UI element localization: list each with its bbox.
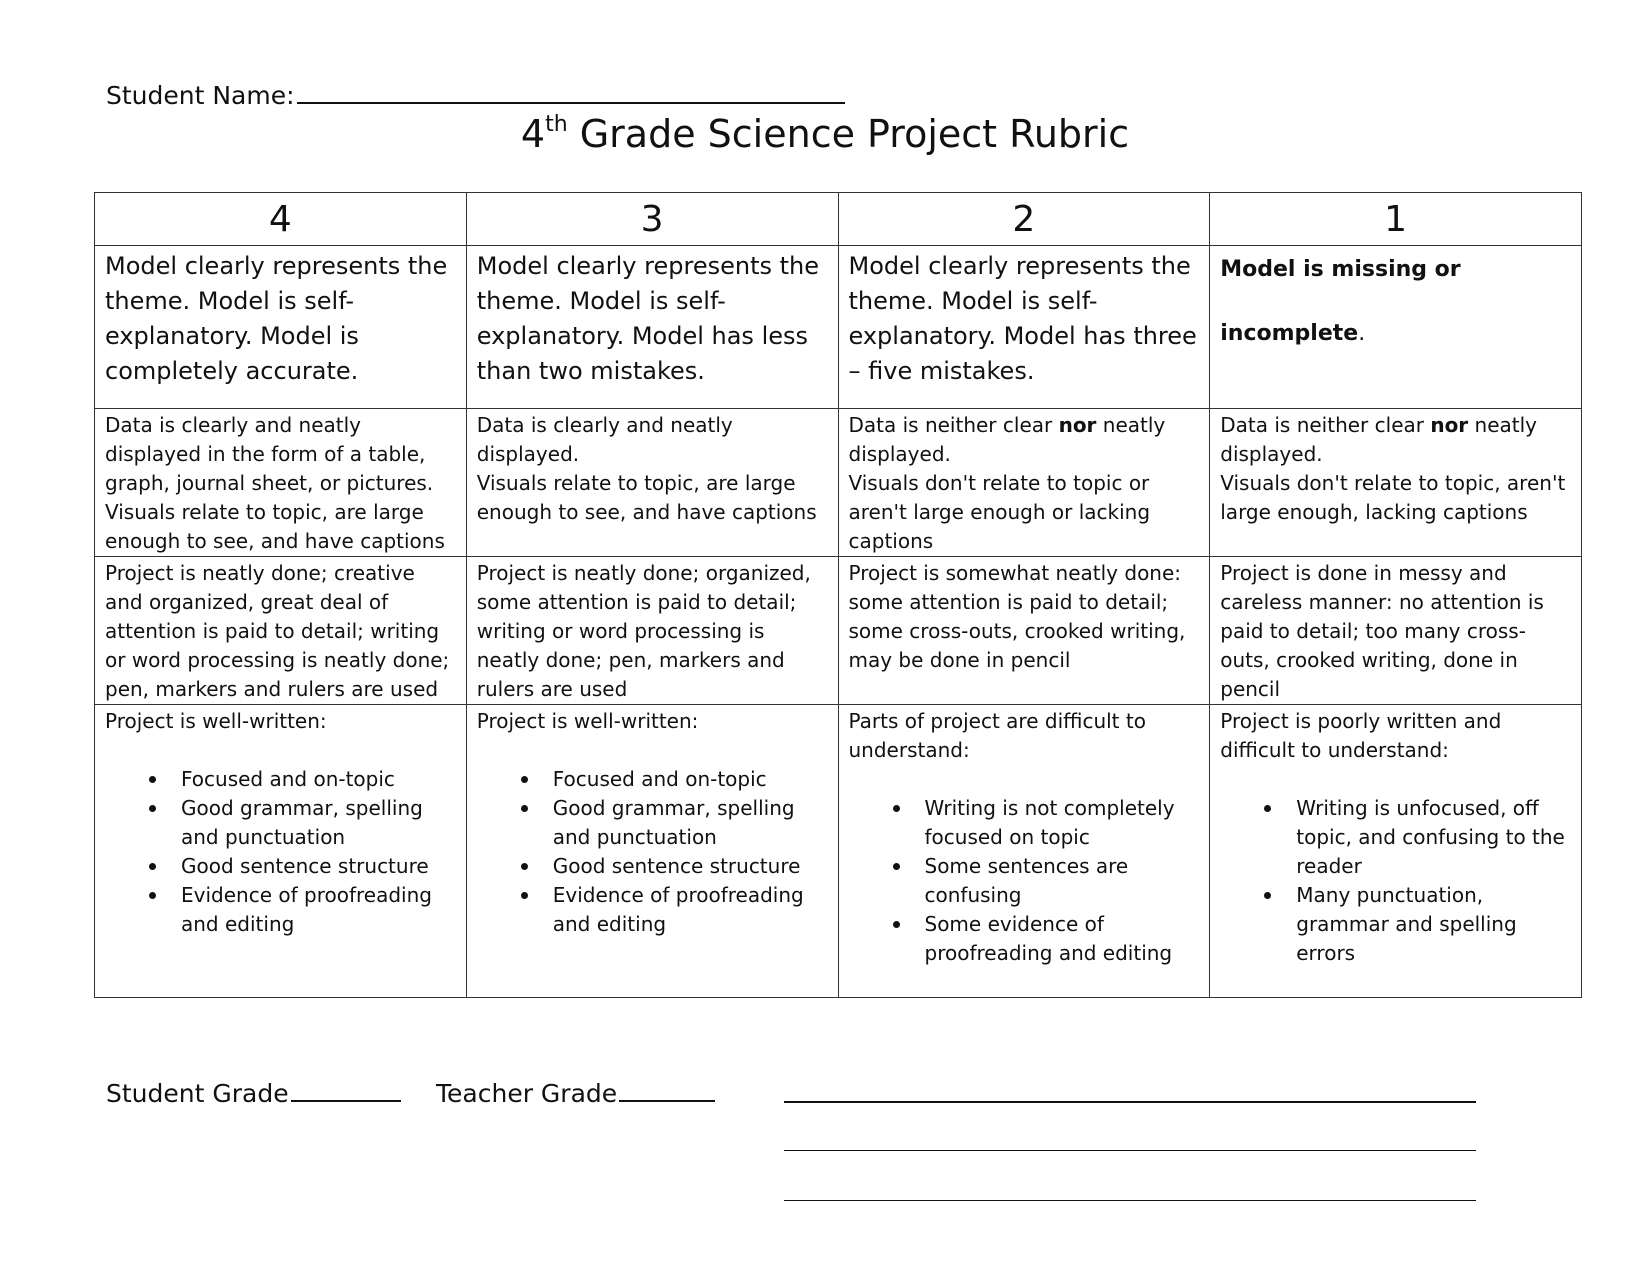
list-item-text: Evidence of proofreading and editing [552,883,804,936]
page-title [0,112,1650,156]
rubric-table [94,192,1582,998]
writing-intro-1: Project is poorly written and difficult to understand: [1220,709,1502,762]
bullet-icon [1264,805,1271,812]
neatness-text-1: Project is done in messy and careless manner: no attention is paid to detail; too many cross-outs, crooked writing, done in pencil [1220,561,1544,701]
list-item [925,910,1200,968]
comment-line-1[interactable] [784,1101,1476,1103]
writing-row [95,705,1582,998]
student-name-line[interactable] [297,78,845,104]
bullet-icon [149,805,156,812]
bullet-icon [149,892,156,899]
model-cell-2 [838,246,1210,409]
list-item [553,765,828,794]
writing-cell-4 [95,705,467,998]
writing-intro-3: Project is well-written: [476,709,699,733]
model-cell-1 [1210,246,1582,409]
data-text-1-post: neatly displayed. Visuals don't relate to topic, aren't large enough, lacking captions [1220,413,1566,524]
data-text-2-pre: Data is neither clear [848,413,1059,437]
model-text-4: Model clearly represents the theme. Model is self-explanatory. Model is completely accurate. [105,252,448,385]
list-item-text: Focused and on-topic [552,767,767,791]
comment-line-3[interactable] [784,1200,1476,1201]
list-item-text: Focused and on-topic [181,767,395,791]
neatness-cell-3 [466,557,838,705]
neatness-text-3: Project is neatly done; organized, some attention is paid to detail; writing or word processing is neatly done; pen, markers and rulers are used [476,561,811,701]
data-cell-4 [95,409,467,557]
student-name-field [106,78,845,110]
writing-list-4 [105,765,456,939]
list-item [1296,881,1571,968]
model-cell-4 [95,246,467,409]
writing-intro-4: Project is well-written: [105,709,327,733]
writing-cell-1 [1210,705,1582,998]
score-header-2: 2 [838,193,1210,246]
title-number: 4 [520,112,546,156]
writing-cell-3 [466,705,838,998]
list-item-text: Good grammar, spelling and punctuation [552,796,795,849]
list-item [181,852,456,881]
data-cell-1 [1210,409,1582,557]
bullet-icon [893,921,900,928]
bullet-icon [893,863,900,870]
list-item-text: Writing is unfocused, off topic, and confusing to the reader [1296,796,1565,878]
student-name-label: Student Name: [106,81,295,110]
model-text-1-rest: . [1358,321,1366,346]
bullet-icon [521,892,528,899]
neatness-text-2: Project is somewhat neatly done: some attention is paid to detail; some cross-outs, crooked writing, may be done in pencil [848,561,1186,672]
list-item [181,794,456,852]
bullet-icon [521,805,528,812]
list-item-text: Some sentences are confusing [924,854,1129,907]
teacher-grade-line[interactable] [619,1078,715,1102]
data-text-4: Data is clearly and neatly displayed in the form of a table, graph, journal sheet, or pictures. Visuals relate to topic, are large enough to see, and have captions [105,413,445,553]
bullet-icon [521,863,528,870]
model-text-1-bold: Model is missing or incomplete [1220,257,1461,346]
list-item-text: Good grammar, spelling and punctuation [181,796,423,849]
score-header-4: 4 [95,193,467,246]
title-text: Grade Science Project Rubric [567,112,1130,156]
neatness-text-4: Project is neatly done; creative and organized, great deal of attention is paid to detail; writing or word processing is neatly done; pen, markers and rulers are used [105,561,450,701]
list-item-text: Good sentence structure [181,854,429,878]
list-item-text: Good sentence structure [552,854,801,878]
data-text-2-bold: nor [1058,413,1097,437]
list-item [553,881,828,939]
student-grade-field [106,1078,401,1108]
bullet-icon [149,776,156,783]
writing-list-2 [849,794,1200,968]
list-item [181,881,456,939]
list-item [553,794,828,852]
score-header-1: 1 [1210,193,1582,246]
data-cell-2 [838,409,1210,557]
writing-cell-2 [838,705,1210,998]
data-cell-3 [466,409,838,557]
list-item [1296,794,1571,881]
writing-list-1 [1220,794,1571,968]
model-row [95,246,1582,409]
data-row [95,409,1582,557]
list-item [181,765,456,794]
data-text-3: Data is clearly and neatly displayed. Visuals relate to topic, are large enough to see, and have captions [476,413,817,524]
list-item [925,794,1200,852]
bullet-icon [149,863,156,870]
data-text-2-post: neatly displayed. Visuals don't relate to topic or aren't large enough or lacking captions [848,413,1166,553]
neatness-row [95,557,1582,705]
neatness-cell-4 [95,557,467,705]
score-header-3: 3 [466,193,838,246]
list-item [553,852,828,881]
data-text-1-pre: Data is neither clear [1220,413,1431,437]
list-item-text: Writing is not completely focused on topic [924,796,1175,849]
bullet-icon [1264,892,1271,899]
bullet-icon [521,776,528,783]
neatness-cell-2 [838,557,1210,705]
writing-intro-2: Parts of project are difficult to understand: [848,709,1146,762]
model-text-3: Model clearly represents the theme. Model is self-explanatory. Model has less than two mistakes. [476,252,819,385]
data-text-2 [849,409,1200,556]
model-text-2: Model clearly represents the theme. Model is self-explanatory. Model has three – five mistakes. [848,252,1197,385]
list-item-text: Some evidence of proofreading and editing [924,912,1173,965]
list-item-text: Many punctuation, grammar and spelling errors [1296,883,1517,965]
comment-line-2[interactable] [784,1150,1476,1151]
bullet-icon [893,805,900,812]
data-text-1-bold: nor [1430,413,1469,437]
data-text-1 [1220,409,1571,527]
list-item-text: Evidence of proofreading and editing [181,883,432,936]
student-grade-line[interactable] [291,1078,401,1102]
model-cell-3 [466,246,838,409]
neatness-cell-1 [1210,557,1582,705]
model-text-1 [1220,238,1571,366]
teacher-grade-field [436,1078,715,1108]
list-item [925,852,1200,910]
writing-list-3 [477,765,828,939]
student-grade-label: Student Grade [106,1079,289,1108]
title-superscript: th [545,112,568,137]
teacher-grade-label: Teacher Grade [436,1079,618,1108]
